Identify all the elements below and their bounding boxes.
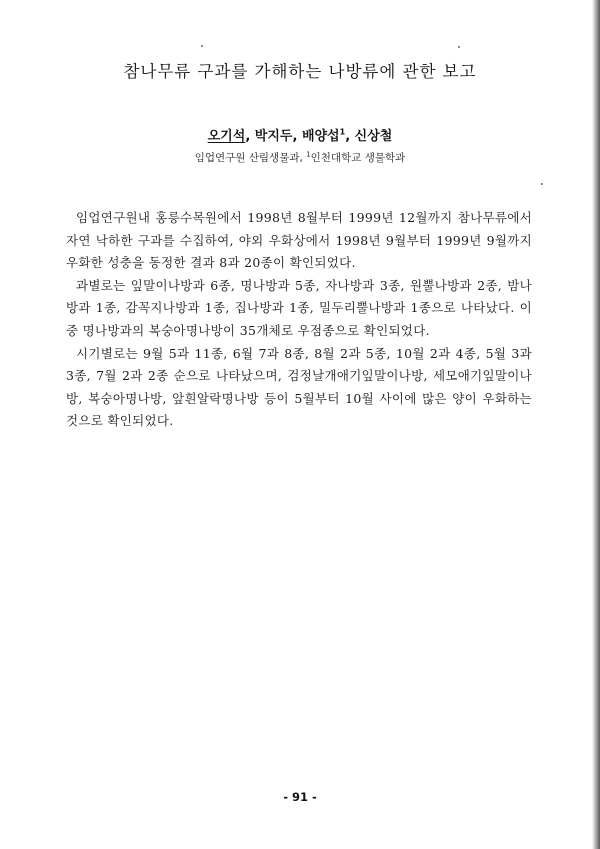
author-separator: ,	[345, 129, 355, 144]
author-name: 오기석	[207, 129, 246, 144]
affiliation-mark: 1	[306, 150, 311, 159]
paragraph: 시기별로는 9월 5과 11종, 6월 7과 8종, 8월 2과 5종, 10월 2과 4종, 5월 3과 3종, 7월 2과 2종 순으로 나타났으며, 검정날개애기잎말이나방, 세모애기잎말이나방, 복숭아명나방, 앞흰알락명나방 등이 5월부터 10월 사이에 많은 양이 우화하는 것으로 확인되었다.	[66, 345, 532, 429]
affiliation-mark: 1	[339, 127, 346, 137]
author-name: 배양섭	[301, 129, 340, 144]
affiliation-org: 임업연구원 산림생물과,	[194, 152, 307, 164]
author-separator: ,	[245, 129, 255, 144]
scan-speck	[201, 45, 203, 47]
author-name: 신상철	[354, 129, 393, 144]
paper-title: 참나무류 구과를 가해하는 나방류에 관한 보고	[123, 62, 477, 81]
paragraph: 과별로는 잎말이나방과 6종, 명나방과 5종, 자나방과 3종, 원뿔나방과 2종, 밤나방과 1종, 감꼭지나방과 1종, 집나방과 1종, 밀두리뿔나방과 1종으로 나타났다. 이중 명나방과의 복숭아명나방이 35개체로 우점종으로 확인되었다.	[66, 277, 532, 338]
paragraph: 임업연구원내 홍릉수목원에서 1998년 8월부터 1999년 12월까지 참나무류에서 자연 낙하한 구과를 수집하여, 야외 우화상에서 1998년 9월부터 1999년 9월까지 우화한 성충을 동정한 결과 8과 20종이 확인되었다.	[66, 210, 532, 271]
scan-edge-shadow	[592, 0, 600, 849]
scan-speck	[541, 183, 543, 185]
affiliation-line	[0, 150, 600, 165]
body-text	[66, 207, 532, 433]
author-separator: ,	[292, 129, 302, 144]
affiliation-org: 인천대학교 생물학과	[310, 152, 406, 164]
author-name: 박지두	[254, 129, 293, 144]
author-list	[0, 125, 600, 144]
page-number: - 91 -	[283, 790, 317, 804]
scan-speck	[458, 46, 460, 48]
